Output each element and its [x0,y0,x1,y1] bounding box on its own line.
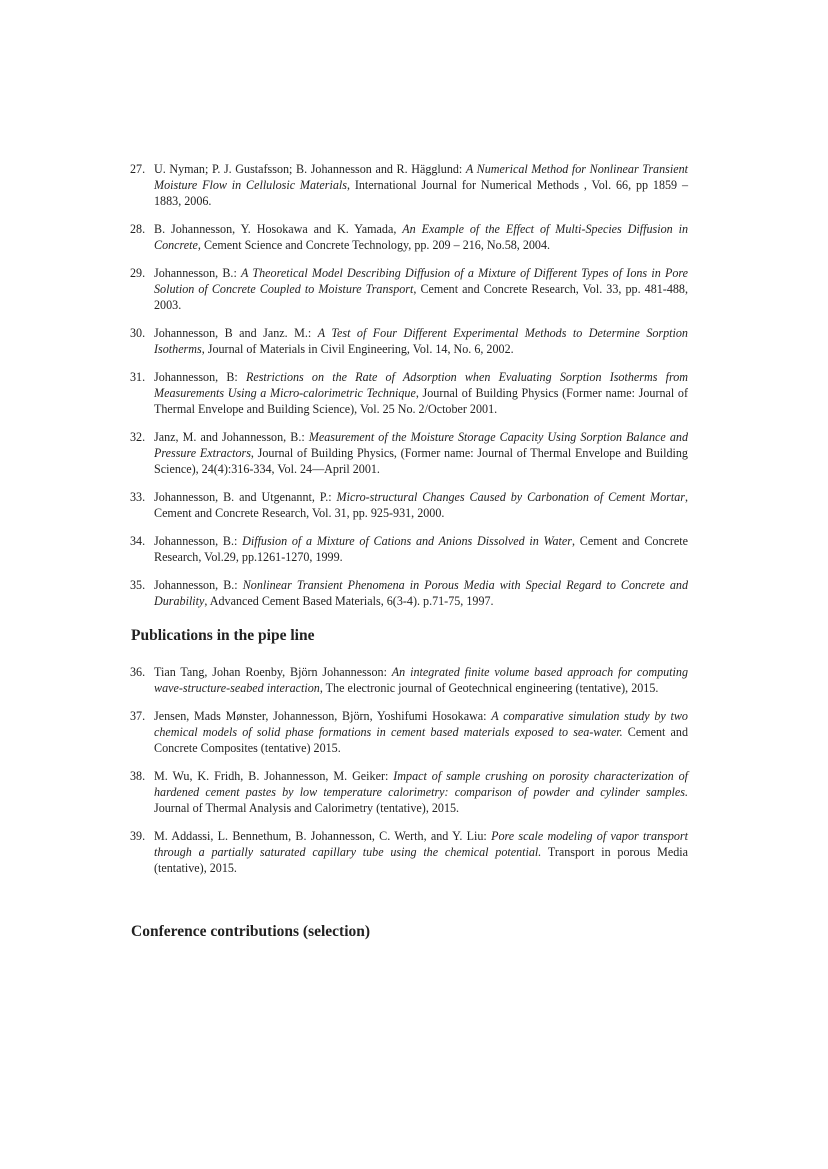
reference-number: 29. [130,266,146,280]
reference-title: A Theoretical Model Describing Diffusion of a Mixture of Different Types of Ions in Pore Solution of Concrete Coupled to Moisture Transport [154,266,689,296]
reference-item [130,265,689,313]
reference-number: 33. [130,490,146,504]
reference-title: Pore scale modeling of vapor transport through a partially saturated capillary tube using the chemical potential. [154,829,688,859]
reference-number: 31. [130,370,146,384]
reference-title: A Test of Four Different Experimental Methods to Determine Sorption Isotherms [154,326,688,356]
reference-title: A Numerical Method for Nonlinear Transient Moisture Flow in Cellulosic Materials [154,162,688,192]
reference-number: 39. [130,829,146,843]
reference-item [130,664,688,696]
reference-item [130,577,689,609]
reference-title: Impact of sample crushing on porosity characterization of hardened cement pastes by low temperature calorimetry: comparison of powder and cylinder samples. [154,769,688,799]
reference-authors: Johannesson, B.: [154,266,242,280]
reference-title: Measurement of the Moisture Storage Capacity Using Sorption Balance and Pressure Extractors [154,430,688,460]
reference-authors: B. Johannesson, Y. Hosokawa and K. Yamada, [154,222,403,236]
reference-details: , Journal of Building Physics, (Former name: Journal of Thermal Envelope and Building Science), 24(4):316-334, Vol. 24—April 2001. [154,446,688,476]
reference-number: 35. [130,578,146,592]
reference-number: 34. [130,534,146,548]
reference-item [130,708,688,756]
reference-details: Cement and Concrete Composites (tentative) 2015. [154,725,688,755]
reference-authors: Johannesson, B: [154,370,246,384]
reference-number: 32. [130,430,146,444]
reference-list-pipeline [0,664,828,876]
reference-title: Nonlinear Transient Phenomena in Porous Media with Special Regard to Concrete and Durability [154,578,689,608]
reference-details: , Journal of Materials in Civil Engineering, Vol. 14, No. 6, 2002. [201,342,514,356]
reference-authors: Tian Tang, Johan Roenby, Björn Johannesson: [154,665,392,679]
reference-item [130,768,688,816]
section-heading-conference: Conference contributions (selection) [131,923,371,940]
reference-authors: Johannesson, B. and Utgenannt, P.: [154,490,337,504]
reference-title: A comparative simulation study by two chemical models of solid phase formations in cement based materials exposed to sea-water. [154,709,688,739]
reference-item [130,429,688,477]
reference-authors: M. Wu, K. Fridh, B. Johannesson, M. Geiker: [154,769,394,783]
reference-number: 38. [130,769,146,783]
reference-authors: M. Addassi, L. Bennethum, B. Johannesson, C. Werth, and Y. Liu: [154,829,492,843]
reference-number: 37. [130,709,146,723]
reference-authors: Johannesson, B and Janz. M.: [154,326,318,340]
reference-title: Restrictions on the Rate of Adsorption when Evaluating Sorption Isotherms from Measurements Using a Micro-calorimetric Technique [154,370,688,400]
reference-title: An integrated finite volume based approach for computing wave-structure-seabed interaction [154,665,688,695]
section-heading-pipeline: Publications in the pipe line [131,627,315,644]
reference-item [130,325,688,357]
reference-title: An Example of the Effect of Multi-Species Diffusion in Concrete [154,222,688,252]
reference-details: , International Journal for Numerical Methods , Vol. 66, pp 1859 – 1883, 2006. [154,178,688,208]
reference-number: 28. [130,222,146,236]
reference-item [130,221,688,253]
reference-authors: Johannesson, B.: [154,578,243,592]
reference-item [130,828,688,876]
reference-details: Journal of Thermal Analysis and Calorimetry (tentative), 2015. [154,801,460,815]
reference-details: , The electronic journal of Geotechnical engineering (tentative), 2015. [319,681,659,695]
reference-title: Micro-structural Changes Caused by Carbonation of Cement Mortar [336,490,685,504]
reference-item [130,489,688,521]
reference-item [130,369,688,417]
reference-number: 27. [130,162,146,176]
reference-list-journal [0,161,828,609]
reference-item [130,533,688,565]
reference-authors: Jensen, Mads Mønster, Johannesson, Björn, Yoshifumi Hosokawa: [154,709,492,723]
reference-number: 30. [130,326,146,340]
reference-authors: U. Nyman; P. J. Gustafsson; B. Johannesson and R. Hägglund: [154,162,466,176]
reference-authors: Janz, M. and Johannesson, B.: [154,430,309,444]
reference-details: , Journal of Building Physics (Former name: Journal of Thermal Envelope and Building Science), Vol. 25 No. 2/October 2001. [154,386,688,416]
reference-number: 36. [130,665,146,679]
reference-details: , Advanced Cement Based Materials, 6(3-4). p.71-75, 1997. [204,594,494,608]
reference-authors: Johannesson, B.: [154,534,243,548]
reference-details: Transport in porous Media (tentative), 2015. [154,845,688,875]
reference-title: Diffusion of a Mixture of Cations and Anions Dissolved in Water [242,534,572,548]
reference-item [130,161,688,209]
reference-details: , Cement Science and Concrete Technology, pp. 209 – 216, No.58, 2004. [197,238,551,252]
reference-details: , Cement and Concrete Research, Vol.29, pp.1261-1270, 1999. [154,534,688,564]
reference-details: , Cement and Concrete Research, Vol. 33, pp. 481-488, 2003. [154,282,689,312]
reference-details: , Cement and Concrete Research, Vol. 31, pp. 925-931, 2000. [154,490,688,520]
